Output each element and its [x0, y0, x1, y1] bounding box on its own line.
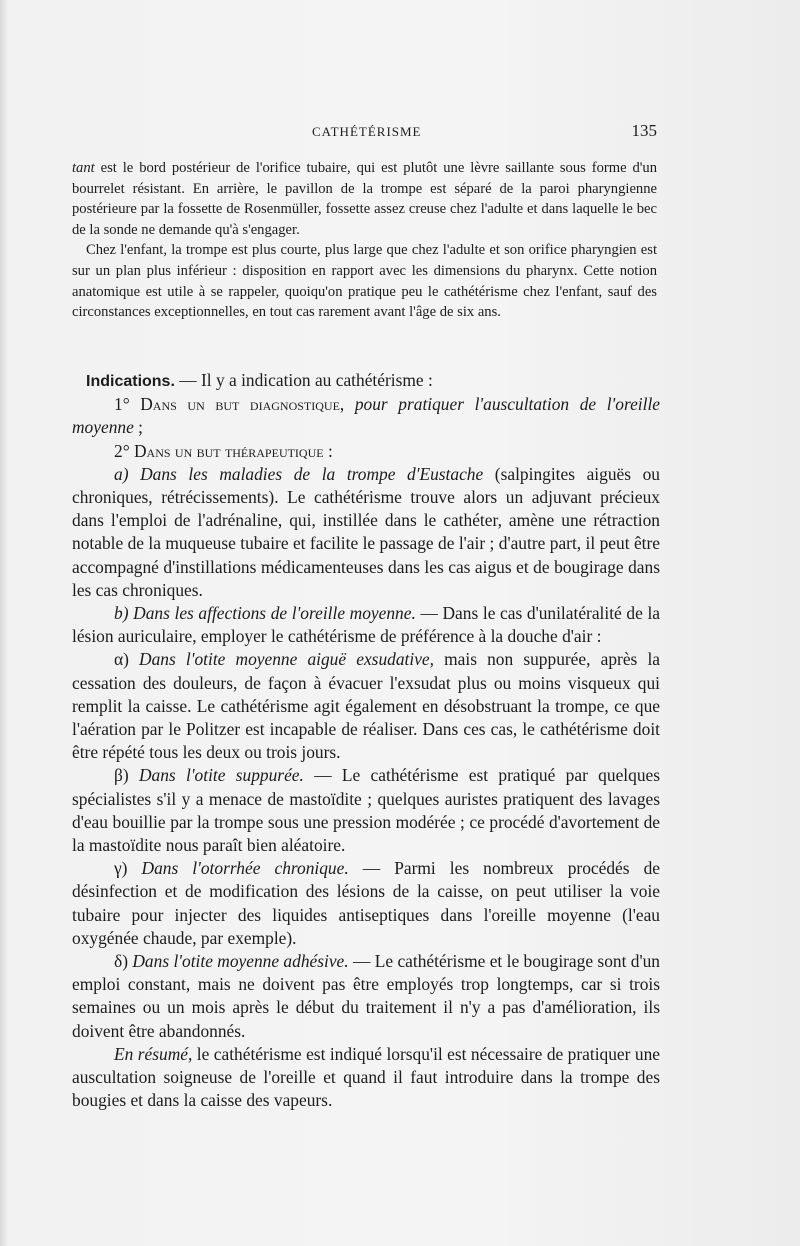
- item-delta-label: δ): [114, 951, 128, 972]
- item-gamma: [72, 857, 660, 950]
- indications-heading: Indications.: [86, 373, 175, 390]
- item-1-end: ;: [133, 417, 143, 438]
- item-1-smallcaps: Dans un but diagnostique,: [140, 394, 345, 415]
- summary-text: le cathétérisme est indiqué lorsqu'il est nécessaire de pratiquer une auscultation soigneuse de l'oreille et quand il faut introduire dans la trompe des bougies et dans la caisse des vapeurs.: [72, 1043, 660, 1111]
- item-alpha: [72, 648, 660, 764]
- item-2-smallcaps: Dans un but thérapeutique :: [134, 440, 333, 461]
- indications-section: [72, 369, 660, 1113]
- intro-lead-word: tant: [72, 160, 95, 176]
- item-gamma-label: γ): [114, 858, 128, 879]
- item-alpha-italic: Dans l'otite moyenne aiguë exsudative,: [128, 649, 434, 670]
- page-header: [72, 121, 657, 146]
- item-beta-text: — Le cathétérisme est pratiqué par quelques spécialistes s'il y a menace de mastoïdite ; quelques auristes pratiquent des lavages d'eau bouillie par la trompe sous une pression modérée ; ce procédé d'avortement de la mastoïdite nous paraît bien aléatoire.: [72, 765, 661, 856]
- intro-paragraph-1: [72, 158, 657, 240]
- item-beta-italic: Dans l'otite suppurée.: [128, 765, 304, 786]
- item-gamma-text: — Parmi les nombreux procédés de désinfection et de modification des lésions de la caisse, on peut utiliser la voie tubaire pour injecter des liquides antiseptiques dans l'oreille moyenne (l'eau oxygénée chaude, par exemple).: [72, 858, 660, 948]
- item-a-label: a): [114, 463, 129, 484]
- item-1-italic: pour pratiquer l'auscultation de l'oreille moyenne: [72, 394, 660, 438]
- item-alpha-text: mais non suppurée, après la cessation des douleurs, de façon à évacuer l'exsudat plus ou moins visqueux qui remplit la caisse. Le cathétérisme agit également en désobstruant la trompe, ce que l'aération par le Politzer est incapable de réaliser. Dans ces cas, le cathétérisme doit être répété tous les deux ou trois jours.: [72, 649, 660, 763]
- running-head: CATHÉTÉRISME: [312, 124, 422, 139]
- item-delta: [72, 950, 660, 1043]
- item-a: [72, 463, 660, 602]
- item-a-text: (salpingites aiguës ou chroniques, rétrécissements). Le cathétérisme trouve alors un adjuvant précieux dans l'emploi de l'adrénaline, qui, instillée dans le cathéter, amène une rétraction notable de la muqueuse tubaire et facilite le passage de l'air ; d'autre part, il peut être accompagné d'instillations médicamenteuses dans les cas aigus et de bougirage dans les cas chroniques.: [72, 463, 660, 600]
- item-delta-text: — Le cathétérisme et le bougirage sont d'un emploi constant, mais ne doivent pas être employés trop longtemps, car si trois semaines ou un mois après le début du traitement il n'y a pas d'amélioration, ils doivent être abandonnés.: [72, 951, 661, 1041]
- item-b-text: — Dans le cas d'unilatéralité de la lésion auriculaire, employer le cathétérisme de préférence à la douche d'air :: [72, 603, 660, 647]
- item-a-italic: Dans les maladies de la trompe d'Eustache: [128, 463, 484, 484]
- summary-paragraph: [72, 1043, 660, 1113]
- indications-intro: [72, 369, 660, 393]
- item-beta-label: β): [114, 765, 129, 786]
- item-b-label: b): [114, 603, 129, 624]
- item-gamma-italic: Dans l'otorrhée chronique.: [127, 858, 349, 879]
- item-2-number: 2°: [114, 440, 134, 461]
- item-b: [72, 602, 660, 648]
- item-beta: [72, 764, 660, 857]
- intro-p1-text: est le bord postérieur de l'orifice tubaire, qui est plutôt une lèvre saillante sous forme d'un bourrelet résistant. En arrière, le pavillon de la trompe est séparé de la paroi pharyngienne postérieure par la fossette de Rosenmüller, fossette assez creuse chez l'adulte et dans laquelle le bec de la sonde ne demande qu'à s'engager.: [72, 160, 657, 238]
- item-1-number: 1°: [114, 394, 141, 415]
- item-2: [72, 440, 660, 463]
- item-b-italic: Dans les affections de l'oreille moyenne.: [128, 603, 416, 624]
- item-1: [72, 393, 660, 439]
- page-number: 135: [631, 121, 657, 140]
- summary-italic: En résumé,: [114, 1043, 193, 1064]
- indications-heading-rest: — Il y a indication au cathétérisme :: [174, 370, 433, 390]
- intro-text: [72, 158, 657, 323]
- intro-paragraph-2: Chez l'enfant, la trompe est plus courte, plus large que chez l'adulte et son orifice pharyngien est sur un plan plus inférieur : disposition en rapport avec les dimensions du pharynx. Cette notion anatomique est utile à se rappeler, quoiqu'on pratique peu le cathétérisme chez l'enfant, sauf des circonstances exceptionnelles, en tout cas rarement avant l'âge de six ans.: [72, 242, 657, 321]
- item-alpha-label: α): [114, 649, 129, 670]
- item-delta-italic: Dans l'otite moyenne adhésive.: [128, 951, 349, 972]
